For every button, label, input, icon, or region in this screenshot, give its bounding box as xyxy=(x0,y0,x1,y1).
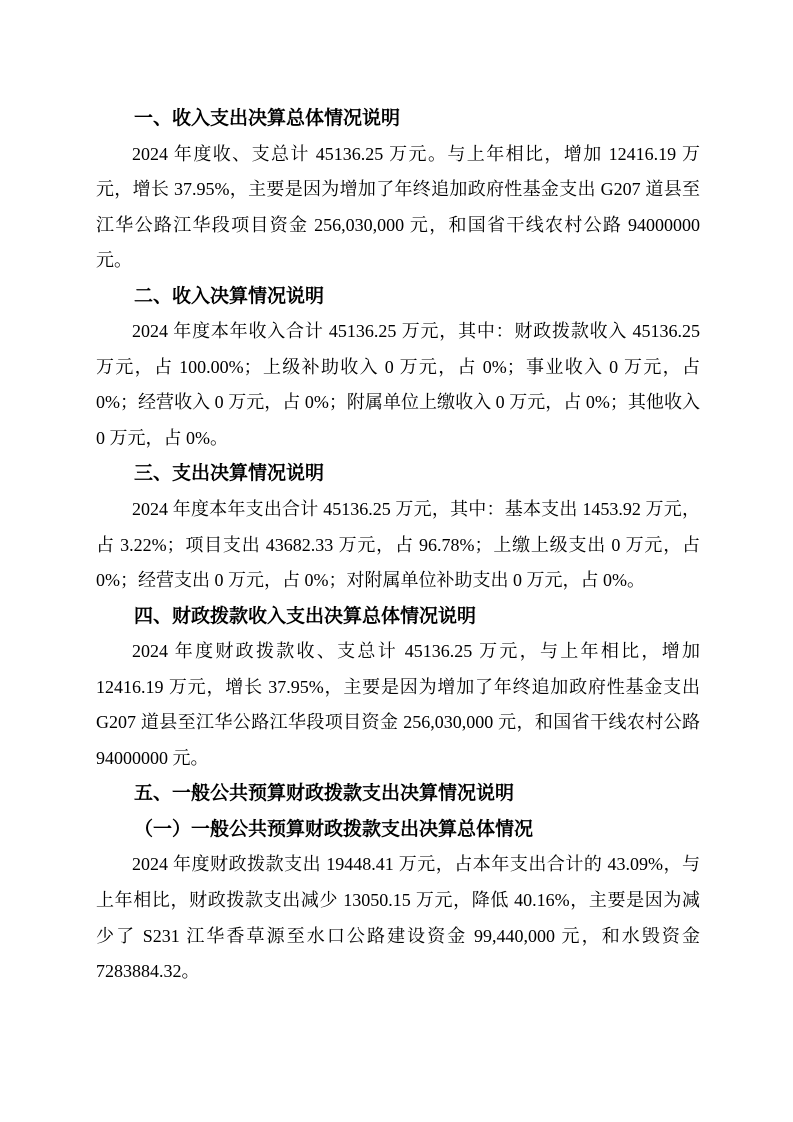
section-4-paragraph: 2024 年度财政拨款收、支总计 45136.25 万元，与上年相比，增加 12416.19 万元，增长 37.95%，主要是因为增加了年终追加政府性基金支出 G207 道县至江华公路江华段项目资金 256,030,000 元，和国省干线农村公路 94000000 元。 xyxy=(96,641,700,768)
section-income-expenditure-overview xyxy=(96,101,700,279)
section-3-paragraph: 2024 年度本年支出合计 45136.25 万元，其中：基本支出 1453.92 万元，占 3.22%；项目支出 43682.33 万元，占 96.78%；上缴上级支出 0 万元，占 0%；经营支出 0 万元，占 0%；对附属单位补助支出 0 万元，占 0%。 xyxy=(96,499,700,591)
section-income-accounts xyxy=(96,279,700,457)
section-2-paragraph: 2024 年度本年收入合计 45136.25 万元，其中：财政拨款收入 45136.25 万元，占 100.00%；上级补助收入 0 万元，占 0%；事业收入 0 万元，占 0%；经营收入 0 万元，占 0%；附属单位上缴收入 0 万元，占 0%；其他收入 0 万元，占 0%。 xyxy=(96,321,700,448)
section-5-subheading: （一）一般公共预算财政拨款支出决算总体情况 xyxy=(134,818,534,840)
section-4-heading: 四、财政拨款收入支出决算总体情况说明 xyxy=(134,605,477,627)
section-2-heading: 二、收入决算情况说明 xyxy=(134,285,325,307)
section-5-heading: 五、一般公共预算财政拨款支出决算情况说明 xyxy=(134,783,515,805)
section-1-heading: 一、收入支出决算总体情况说明 xyxy=(134,108,401,129)
section-fiscal-appropriation-overview xyxy=(96,599,700,777)
section-1-paragraph: 2024 年度收、支总计 45136.25 万元。与上年相比，增加 12416.19 万元，增长 37.95%，主要是因为增加了年终追加政府性基金支出 G207 道县至江华公路江华段项目资金 256,030,000 元，和国省干线农村公路 94000000 元。 xyxy=(96,143,700,271)
section-5-paragraph: 2024 年度财政拨款支出 19448.41 万元，占本年支出合计的 43.09%，与上年相比，财政拨款支出减少 13050.15 万元，降低 40.16%，主要是因为减少了 S231 江华香草源至水口公路建设资金 99,440,000 元，和水毁资金 7283884.32。 xyxy=(96,854,700,982)
section-general-public-budget-expenditure xyxy=(96,776,700,989)
section-expenditure-accounts xyxy=(96,456,700,598)
section-3-heading: 三、支出决算情况说明 xyxy=(134,463,325,485)
